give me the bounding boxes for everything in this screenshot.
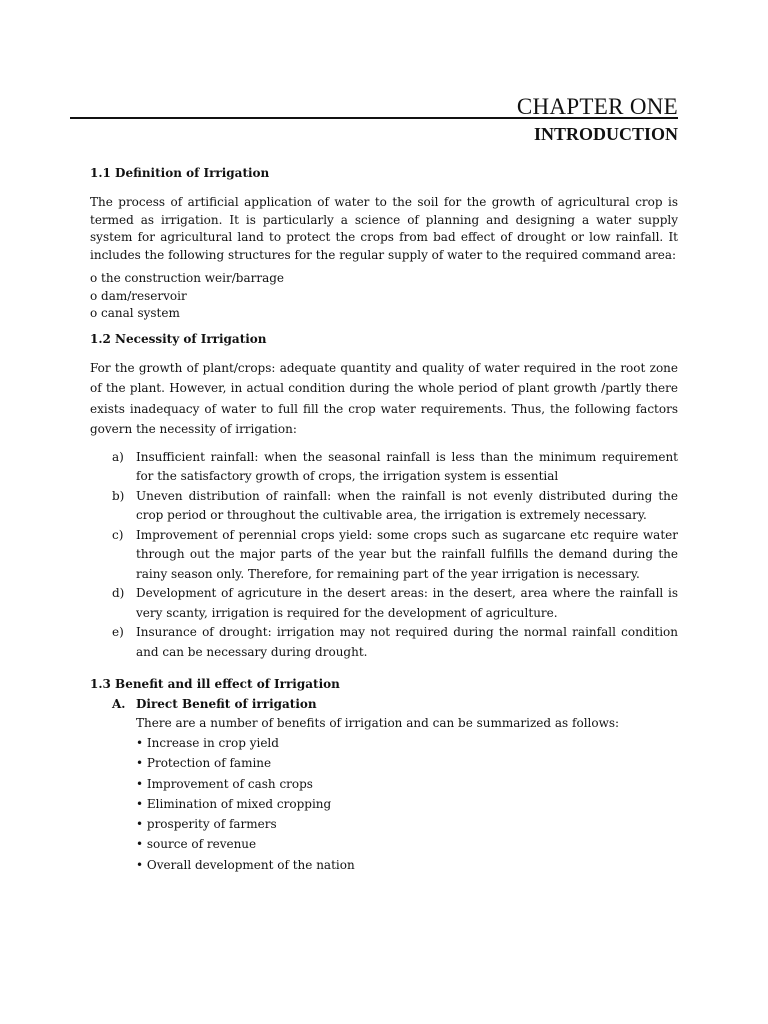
chapter-title: CHAPTER ONE	[516, 94, 678, 119]
list-item: o canal system	[90, 306, 180, 320]
document-body	[90, 165, 678, 875]
list-marker: c)	[112, 527, 124, 542]
list-item-text: Insufficient rainfall: when the seasonal rainfall is less than the minimum requirement for the satisfactory growth of crops, the irrigation system is essential	[136, 449, 678, 483]
list-item: • Overall development of the nation	[136, 857, 355, 872]
structure-list	[90, 270, 678, 323]
list-item: • Increase in crop yield	[136, 736, 279, 750]
section-benefits	[90, 676, 678, 875]
list-item	[90, 584, 678, 623]
factors-list	[90, 448, 678, 663]
list-item: • prosperity of farmers	[136, 817, 277, 832]
list-marker: d)	[112, 586, 125, 600]
chapter-subtitle: INTRODUCTION	[533, 124, 678, 144]
paragraph: The process of artificial application of water to the soil for the growth of agricultural crop is termed as irrigation. It is particularly a science of planning and designing a water supply system for agricultural land to protect the crops from bad effect of drought or low rainfall. It includes the following structures for the regular supply of water to the required command area:	[90, 195, 678, 262]
list-item: • source of revenue	[136, 837, 257, 852]
list-marker: a)	[112, 449, 124, 464]
list-marker: b)	[112, 488, 125, 503]
section-heading: 1.1 Definition of Irrigation	[90, 166, 270, 180]
list-item: • Improvement of cash crops	[136, 776, 313, 791]
paragraph: For the growth of plant/crops: adequate quantity and quality of water required in the root zone of the plant. However, in actual condition during the whole period of plant growth /partly there exists inadequacy of water to full fill the crop water requirements. Thus, the following factors govern the necessity of irrigation:	[90, 360, 678, 436]
chapter-divider	[70, 117, 678, 119]
paragraph: There are a number of benefits of irrigation and can be summarized as follows:	[136, 716, 620, 730]
list-item-text: Improvement of perennial crops yield: some crops such as sugarcane etc require water through out the major parts of the year but the rainfall fulfills the demand during the rainy season only. Therefore, for remaining part of the year irrigation is necessary.	[136, 527, 678, 581]
section-heading: 1.2 Necessity of Irrigation	[90, 331, 267, 346]
section-necessity	[90, 331, 678, 663]
list-marker: e)	[112, 625, 124, 639]
list-item	[90, 526, 678, 585]
benefit-list	[136, 733, 678, 875]
subsection-heading	[112, 695, 678, 713]
list-item	[90, 487, 678, 526]
list-item: • Protection of famine	[136, 756, 272, 771]
subsection-marker: A.	[112, 697, 126, 711]
subsection-direct-benefit	[90, 695, 678, 875]
section-definition	[90, 165, 678, 323]
list-item-text: Uneven distribution of rainfall: when the rainfall is not evenly distributed during the crop period or throughout the cultivable area, the irrigation is extremely necessary.	[136, 488, 678, 522]
section-heading: 1.3 Benefit and ill effect of Irrigation	[90, 677, 340, 691]
list-item	[90, 448, 678, 487]
list-item-text: Insurance of drought: irrigation may not required during the normal rainfall condition and can be necessary during drought.	[136, 625, 678, 659]
list-item	[90, 623, 678, 662]
list-item: o the construction weir/barrage	[90, 271, 285, 285]
list-item: o dam/reservoir	[90, 288, 187, 303]
list-item: • Elimination of mixed cropping	[136, 796, 332, 811]
list-item-text: Development of agricuture in the desert areas: in the desert, area where the rainfall is very scanty, irrigation is required for the development of agriculture.	[136, 586, 678, 620]
subsection-title: Direct Benefit of irrigation	[136, 697, 317, 711]
subsection-body	[112, 713, 678, 875]
